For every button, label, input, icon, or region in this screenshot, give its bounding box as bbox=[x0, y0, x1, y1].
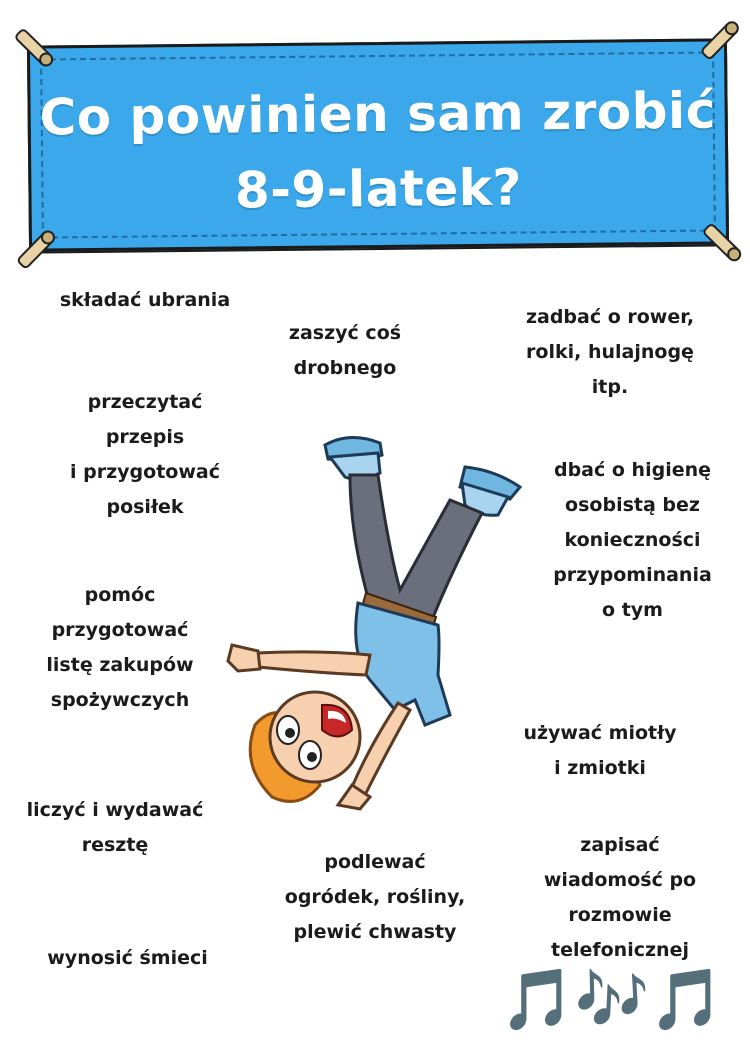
task-take-out-trash: wynosić śmieci bbox=[47, 947, 208, 969]
pin-top-left bbox=[13, 27, 54, 68]
pin-bottom-right bbox=[701, 222, 742, 263]
boy-head bbox=[250, 692, 360, 801]
music-notes-icon: 🎵🎶🎵 bbox=[500, 965, 725, 1035]
task-hygiene: dbać o higienę osobistą bez konieczności przypominania o tym bbox=[553, 459, 712, 621]
task-shopping-list: pomóc przygotować listę zakupów spożywczych bbox=[46, 584, 194, 711]
task-water-garden: podlewać ogródek, rośliny, plewić chwasty bbox=[284, 851, 466, 943]
right-arm bbox=[352, 703, 410, 795]
task-broom: używać miotły i zmiotki bbox=[523, 722, 677, 779]
left-arm bbox=[258, 652, 370, 675]
page-title-line-1: Co powinien sam zrobić bbox=[39, 81, 717, 147]
cartwheeling-boy-illustration bbox=[210, 425, 530, 825]
page-title-line-2: 8-9-latek? bbox=[234, 158, 523, 220]
task-read-recipe: przeczytać przepis i przygotować posiłek bbox=[70, 391, 220, 518]
left-shoe bbox=[325, 437, 382, 479]
task-fold-clothes: składać ubrania bbox=[59, 289, 231, 311]
left-hand bbox=[228, 645, 260, 671]
pin-top-right bbox=[700, 20, 741, 61]
task-care-for-bike: zadbać o rower, rolki, hulajnogę itp. bbox=[525, 306, 695, 398]
title-banner bbox=[27, 38, 729, 251]
pin-bottom-left bbox=[16, 229, 57, 270]
task-count-change: liczyć i wydawać resztę bbox=[26, 799, 204, 856]
task-sew-small-things: zaszyć coś drobnego bbox=[288, 322, 402, 379]
task-phone-message: zapisać wiadomość po rozmowie telefonicznej bbox=[543, 834, 697, 961]
